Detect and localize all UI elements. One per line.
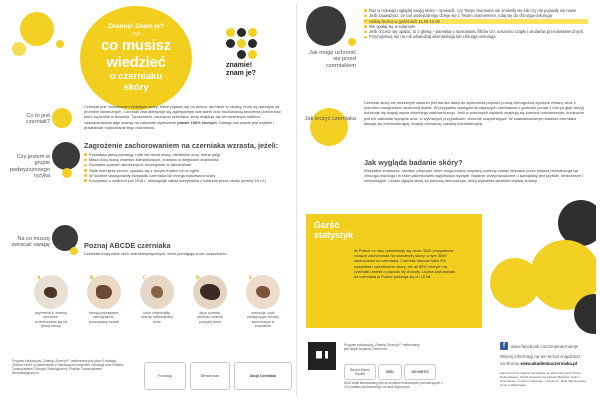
abcde-card-b (87, 275, 121, 324)
hero-line-3: o czerniaku (109, 71, 163, 82)
what-text-content: Czerniak jest nowotworem złośliwym skóry. Może pojawić się na słońcu, ale także w okolicy, które są osłonięte od promieni słonecznych. Czerniak charakteryzuje się agresywnym wzrostem oraz możliwością tworzenia przerzutów, które są trudne w leczeniu. Tymczasem, usunięcie czerniaka, który znajduje się we wczesnym stadium zaawansowania daje szansę na całkowite wyleczenie prawie 100% chorych. Dlatego tak ważne jest szybkie i prawidłowe rozpoznanie tego nowotworu. (84, 104, 282, 130)
hero-circle (80, 6, 192, 110)
abcde-question: Na co muszę zwracać uwagę (11, 236, 50, 249)
prevent-list (364, 8, 588, 40)
abcde-intro: Czerniaki mają wiele cech charakterystycznych, które pomagają w ich rozpoznaniu. (84, 251, 228, 256)
prevent-item: Raz w miesiącu oglądaj swoją skórę – sprawdź, czy Twoje znamiona nie zmieniły się lub czy nie pojawiły się nowe (364, 8, 588, 13)
abcde-letter: C (143, 276, 147, 281)
hero-czyli: czyli (131, 31, 141, 36)
lesion-spot (151, 286, 163, 298)
prevent-dot-small (348, 38, 356, 46)
stats-box (306, 214, 482, 328)
abcde-card-e (246, 275, 280, 328)
abcde-caption: asymetria tj. znamię nierówne, zróżnicowane się na jedną stronę (34, 311, 68, 328)
abcde-heading: Poznaj ABCDE czerniaka (84, 241, 171, 250)
lesion-photo-b (87, 275, 121, 309)
risk-dot-small (62, 168, 72, 178)
risk-item: Korzystasz z solarium (od 2018 r. obowiązuje zakaz korzystania z solarium przez osoby poniżej 18 r.ż.) (84, 178, 290, 183)
leaflet-right-page (304, 4, 596, 396)
logo-dot (226, 39, 235, 48)
risk-dot-large (52, 142, 80, 170)
stats-text: W Polsce co roku odnotowuje się około 3000 przypadków nowych zachorowań na nowotwory skóry, w tym 3000 zachorowań na czerniaka. Czerniak stanowi tylko 4% wszystkich nowotworów skóry, ale aż 80% chorych na czerniaki umiera z powodu tej choroby. Liczba zachorowań na czerniaka w Polsce podwaja się co 10 lat. (354, 248, 456, 280)
decor-yellow-dot (20, 12, 54, 46)
decor-yellow-dot (56, 40, 64, 48)
hero-line-4: skóry (123, 82, 149, 93)
what-question: Co to jest czerniak? (26, 113, 50, 126)
prevent-item: Jeśli chcesz się opalać, to z głową – pamiętaj o stosowaniu filtrów UV, noszeniu czapki i okularów przeciwsłonecznych. (364, 29, 588, 34)
lesion-spot (96, 285, 112, 299)
znamie-logo (226, 28, 276, 88)
right-footer-text: Program edukacyjny „Znamię! Znam je?” realizowany jest dzięki wsparciu Partnerów: (344, 343, 420, 351)
logo-dot (248, 39, 257, 48)
abcde-letter: A (37, 276, 41, 281)
left-footer-text: Program edukacyjny „Znamię! Znam je?” realizowany jest przez Fundację „Dobrze Horiz” w partnerstwie z Narodowym Instytutem Onkologii oraz Polskim Towarzystwem Chirurgii Onkologicznej i Polskim Towarzystwem Dermatologicznym. (12, 359, 124, 375)
what-text (84, 104, 288, 130)
exam-heading: Jak wygląda badanie skóry? (364, 158, 463, 167)
abcde-caption: kolor niejednolity, czarny, wielobarwny kolor (140, 311, 174, 324)
lesion-spot (200, 284, 220, 300)
stats-heading-1: Garść (314, 220, 340, 230)
abcde-caption: brzegi poszarpane, nieregularne, poszarpany kształt (88, 311, 120, 324)
prevent-item: Przynajmniej raz na rok odwiedzaj dermatologa lub chirurga-onkologa (364, 34, 588, 39)
lesion-photo-c (140, 275, 174, 309)
lesion-photo-d (193, 275, 227, 309)
lesion-spot (256, 286, 270, 298)
lesion-photo-e (246, 275, 280, 309)
risk-heading: Zagrożenie zachorowaniem na czerniaka wzrasta, jeżeli: (84, 141, 279, 150)
facebook-link[interactable] (500, 342, 578, 350)
abcde-dot-small (70, 247, 78, 255)
risk-item: W rodzinie występowały przypadki czerniaka lub innego nowotworu skóry (84, 173, 290, 178)
treat-text: Czerniak skóry we wczesnym stadium jest bardzo łatwy do wyleczenia poprzez prostą chirurgiczną wycięcie zmiany wraz z szerokim marginesem okolicznej tkanki. W przypadku wystąpienia większych czerniaków o grubości ponad 1 mm (w głąb skóry) dokonuje się biopsji węzła chłonnego wartowniczego. Jeśli w pobranych węzłach znajdują się komórki nowotworowe, konieczne jest ich całkowite wycięcie oraz, w wybranych przypadkach, leczenie uzupełniające. W zaawansowanym stadium czerniaka stosuje się immunoterapię, terapię celowaną, rzadziej chemioterapię. (364, 100, 585, 126)
logo-dot (237, 50, 246, 59)
partner-logo: Fundacja (144, 362, 186, 390)
abcde-card-d (193, 275, 227, 324)
leaflet-left-page (4, 4, 297, 396)
abcde-letter: B (90, 276, 94, 281)
prevent-item-highlighted: Unikaj słońca w godzinach 11.00-16.00 (364, 19, 588, 24)
cta-prefix: na stronie (500, 361, 520, 366)
stats-heading-2: statystyk (314, 230, 354, 240)
partner-logo: MSD (378, 364, 402, 380)
hero-line-2: wiedzieć (106, 54, 166, 71)
right-footer-note: Druk ulotki finansowany jest ze środków finansowych pochodzących z 1% podatku dochodowego od osób fizycznych. (344, 381, 443, 389)
decor-yellow-dot (12, 42, 26, 56)
prevent-dot-large (306, 6, 346, 46)
facebook-icon: f (500, 342, 508, 350)
risk-item: Doznałeś oparzeń słonecznych, szczególnie w dzieciństwie (84, 162, 290, 167)
logo-dot (248, 50, 257, 59)
what-dot (52, 108, 72, 128)
prevent-question: Jak mogę uchronić się przed czerniakiem (309, 50, 356, 69)
treat-question: Jak leczyć czerniaka (304, 116, 356, 122)
partner-logo: NOVARTIS (404, 364, 436, 380)
risk-item: Masz dużą liczbę znamion barwnikowych, znamion w miejscach drażnienia (84, 157, 290, 162)
abcde-card-c (140, 275, 174, 324)
partner-logo: Bristol-Myers Squibb (344, 364, 376, 380)
abcde-letter: E (249, 276, 253, 281)
qr-code[interactable] (308, 342, 336, 370)
cta-line-2 (500, 361, 577, 366)
partner-logo: Akcja Czerniaka (234, 362, 292, 390)
treat-dot (310, 108, 348, 146)
logo-dot (248, 28, 257, 37)
exam-text: Wszystkie znamiona, narośla, pieprzyki, które mogą budzić niepokój powinny zostać zbadane przez lekarza dermatologa lub chirurga-onkologa i w razie jakichkolwiek wątpliwości wycięte. Badanie przeprowadzone u specjalisty jest szybkie, bezbolesne i nieinwazyjne. Lekarz ogląda skórę za pomocą dermoskopu, który wyświetla wszelkie objawy zmiany. (364, 168, 583, 184)
lesion-spot (44, 287, 57, 298)
abcde-card-a (34, 275, 68, 328)
abcde-caption: ewolucja, czyli postępujące zmiany zachodzące w znamieniu (247, 311, 279, 328)
partner-logo: Ministerstwo (190, 362, 230, 390)
logo-dot (237, 28, 246, 37)
prevent-item: Jeśli zauważysz, że coś podejrzanego dzieje się z Twoim znamieniem, udaj się do chirurga-onkologa (364, 13, 588, 18)
logo-text-1: znamie! (226, 62, 253, 69)
risk-item: Posiadasz jasną karnację, rude lub blond włosy, niebieskie oczy, liczne piegi (84, 152, 290, 157)
cta-line-1: Więcej informacji na ten temat znajdziesz (500, 354, 581, 359)
prevent-item: Nie opalaj się w solarium! (364, 24, 588, 29)
lesion-photo-a (34, 275, 68, 309)
logo-text-2: znam je? (226, 70, 256, 77)
photo-credit: Zamieszczone zdjęcia czerniaków są własnością prof. Piotra Rutkowskiego, Kliniki Nowotworów Tkanek Miękkich, Kości i Czerniaków, Centrum Onkologii – Instytut im. Marii Skłodowskiej-Curie w Warszawie. (500, 371, 587, 387)
risk-question: Czy jestem w grupie podwyższonego ryzyka (9, 154, 50, 179)
logo-dot (226, 28, 235, 37)
risk-list (84, 152, 290, 183)
hero-question: Znamię! Znam je? (107, 23, 165, 30)
abcde-letter: D (196, 276, 200, 281)
hero-line-1: co musisz (101, 37, 171, 54)
logo-dot (237, 39, 246, 48)
abcde-caption: duży rozmiar, wielkość znamię powyżej 6mm (196, 311, 224, 324)
facebook-url: www.facebook.com/znamieznamje (511, 343, 579, 349)
risk-item: Stale tolerujesz słońce, opalasz się z dużym trudem lub w ogóle (84, 168, 290, 173)
what-highlight: prawie 100% chorych (177, 119, 217, 125)
cta-url[interactable]: www.akademiaczerniaka.pl (520, 361, 577, 366)
